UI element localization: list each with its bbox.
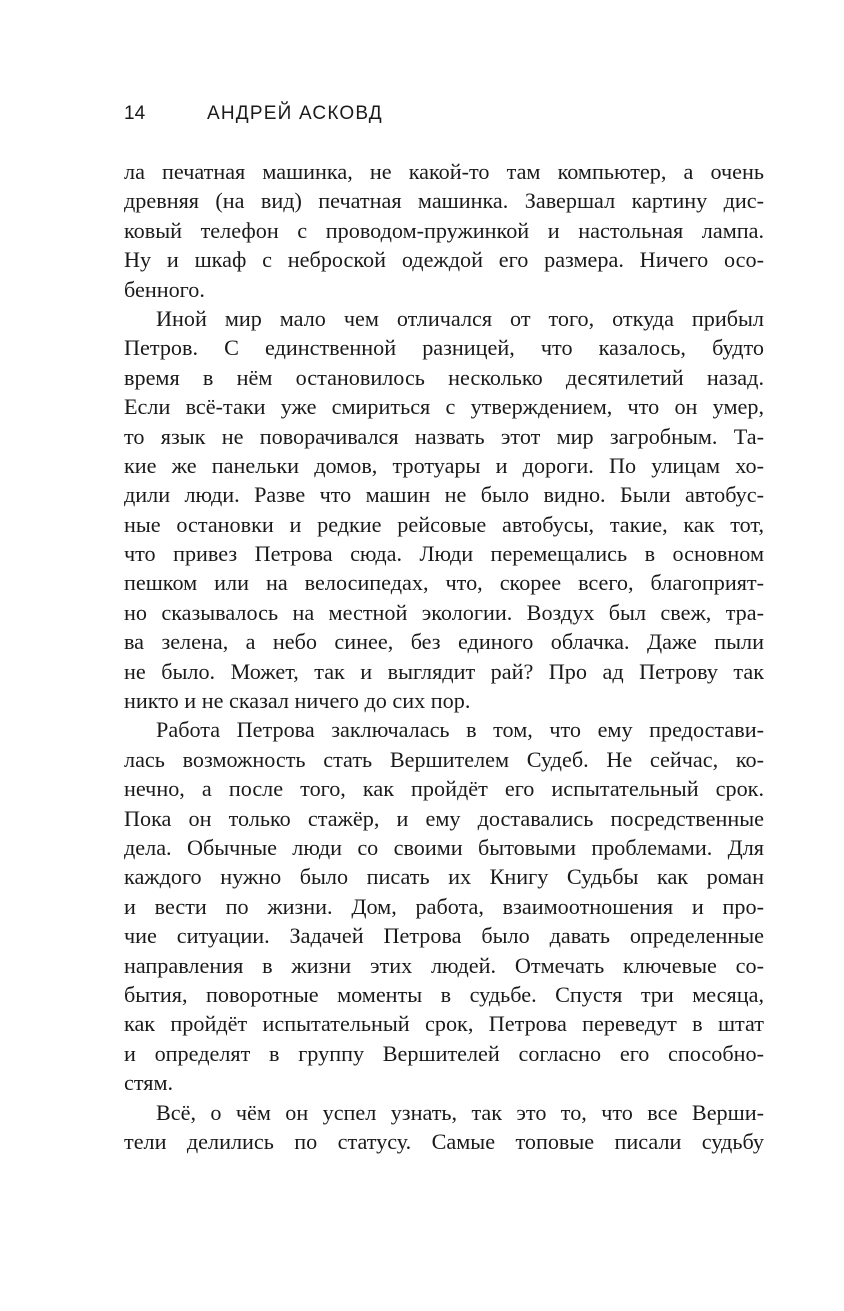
text-line: время в нём остановилось несколько десятилетий назад.	[124, 364, 764, 390]
page-header	[124, 99, 764, 129]
paragraph	[124, 1098, 764, 1157]
text-line: никто и не сказал ничего до сих пор.	[124, 688, 471, 714]
text-line: дили люди. Разве что машин не было видно. Были автобус-	[124, 482, 764, 508]
text-line: то язык не поворачивался назвать этот мир загробным. Та-	[124, 423, 764, 449]
paragraph	[124, 157, 764, 304]
body-text	[124, 157, 764, 1156]
text-line: ва зелена, а небо синее, без единого облачка. Даже пыли	[124, 629, 764, 655]
running-title: АНДРЕЙ АСКОВД	[207, 103, 383, 124]
text-line: дела. Обычные люди со своими бытовыми проблемами. Для	[124, 834, 764, 860]
text-line: стям.	[124, 1070, 174, 1096]
text-line: бытия, поворотные моменты в судьбе. Спустя три месяца,	[124, 981, 764, 1007]
text-line: каждого нужно было писать их Книгу Судьбы как роман	[124, 864, 764, 890]
text-line: Ну и шкаф с неброской одеждой его размера. Ничего осо-	[124, 247, 764, 273]
text-line: бенного.	[124, 276, 205, 302]
text-line: но сказывалось на местной экологии. Воздух был свеж, тра-	[124, 599, 764, 625]
text-line: и определят в группу Вершителей согласно его способно-	[124, 1040, 764, 1066]
text-line: пешком или на велосипедах, что, скорее всего, благоприят-	[124, 570, 764, 596]
text-line: лась возможность стать Вершителем Судеб. Не сейчас, ко-	[124, 746, 764, 772]
text-line: древняя (на вид) печатная машинка. Завершал картину дис-	[124, 188, 764, 214]
paragraph	[124, 304, 764, 715]
text-line: кие же панельки домов, тротуары и дороги. По улицам хо-	[124, 452, 764, 478]
text-line: Петров. С единственной разницей, что казалось, будто	[124, 335, 764, 361]
text-line: нечно, а после того, как пройдёт его испытательный срок.	[124, 776, 764, 802]
text-line: Пока он только стажёр, и ему доставались посредственные	[124, 805, 764, 831]
text-line: чие ситуации. Задачей Петрова было давать определенные	[124, 923, 764, 949]
text-line: ла печатная машинка, не какой-то там компьютер, а очень	[124, 159, 764, 184]
text-line: ные остановки и редкие рейсовые автобусы, такие, как тот,	[124, 511, 764, 537]
text-line: направления в жизни этих людей. Отмечать ключевые со-	[124, 952, 764, 978]
paragraph	[124, 715, 764, 1097]
text-line: Если всё-таки уже смириться с утверждением, что он умер,	[124, 394, 764, 420]
text-line: не было. Может, так и выглядит рай? Про ад Петрову так	[124, 658, 764, 684]
text-line: Работа Петрова заключалась в том, что ему предостави-	[156, 717, 764, 743]
text-line: как пройдёт испытательный срок, Петрова переведут в штат	[124, 1011, 764, 1037]
text-line: тели делились по статусу. Самые топовые писали судьбу	[124, 1128, 764, 1154]
text-line: ковый телефон с проводом-пружинкой и настольная лампа.	[124, 217, 764, 243]
text-line: что привез Петрова сюда. Люди перемещались в основном	[124, 541, 764, 567]
text-line: Всё, о чём он успел узнать, так это то, что все Верши-	[156, 1099, 764, 1125]
text-line: Иной мир мало чем отличался от того, откуда прибыл	[156, 305, 764, 331]
page-number: 14	[124, 103, 146, 124]
text-line: и вести по жизни. Дом, работа, взаимоотношения и про-	[124, 893, 764, 919]
